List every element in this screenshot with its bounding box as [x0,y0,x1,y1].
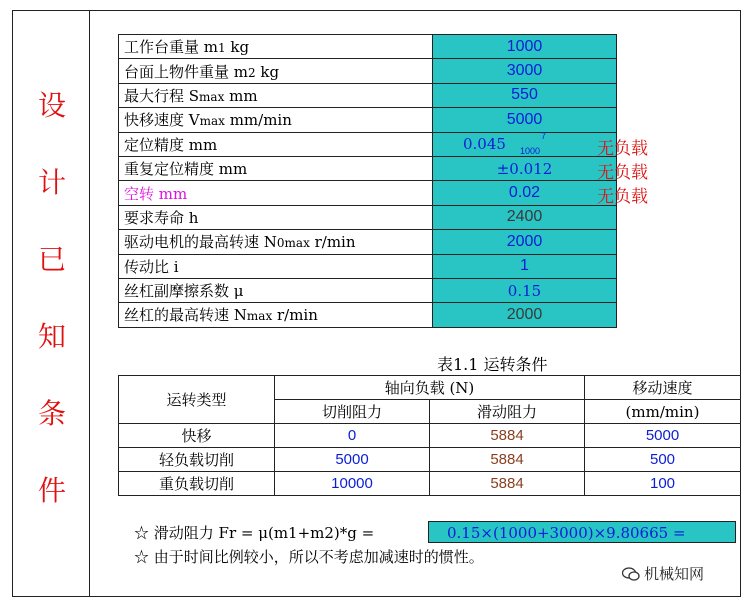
operating-conditions-table [118,375,741,496]
row-cutting: 5000 [275,448,430,472]
no-load-note: 无负载 [597,187,648,207]
param-label: 定位精度 mm [119,132,433,156]
row-cutting: 10000 [275,472,430,496]
param-row [119,205,617,229]
side-title [30,89,74,554]
param-label: 丝杠的最高转速 Nmax r/min [119,303,433,327]
row-cutting: 0 [275,424,430,448]
header-speed: 移动速度 [585,376,741,400]
param-row [119,278,617,302]
param-row [119,59,617,83]
row-speed: 5000 [585,424,741,448]
row-type: 重负载切削 [119,472,275,496]
row-speed: 500 [585,448,741,472]
header-speed-unit: (mm/min) [585,400,741,424]
no-load-note: 无负载 [597,139,648,159]
header-cutting-resistance: 切削阻力 [275,400,430,424]
param-value-cell[interactable]: 0.15 [433,278,617,302]
row-type: 轻负载切削 [119,448,275,472]
sliding-resistance-formula: ☆ 滑动阻力 Fr = μ(m1+m2)*g = [134,524,375,542]
param-row [119,156,617,180]
accuracy-fraction-denominator: 1000 [520,146,541,156]
row-speed: 100 [585,472,741,496]
param-value-cell[interactable]: 2000 [433,230,617,254]
param-value-cell[interactable]: 2000 [433,303,617,327]
header-sliding-resistance: 滑动阻力 [430,400,585,424]
table-row [119,472,741,496]
watermark-text: 机械知网 [644,565,705,583]
param-row [119,181,617,205]
param-label: 传动比 i [119,254,433,278]
param-label: 丝杠副摩擦系数 μ [119,278,433,302]
param-label: 快移速度 Vmax mm/min [119,108,433,132]
design-parameters-table [118,34,617,328]
accuracy-fraction-numerator: 7 [541,131,547,141]
header-type: 运转类型 [119,376,275,424]
side-divider [89,10,90,596]
param-row [119,254,617,278]
param-value-cell[interactable]: 0.045 [433,132,617,156]
param-row [119,83,617,107]
param-value-cell[interactable]: 3000 [433,59,617,83]
row-sliding: 5884 [430,448,585,472]
param-value-cell[interactable]: 550 [433,83,617,107]
param-row [119,303,617,327]
param-value-cell[interactable]: 5000 [433,108,617,132]
param-label: 空转 mm [119,181,433,205]
side-title-char: 已 [37,243,66,276]
row-type: 快移 [119,424,275,448]
param-label: 要求寿命 h [119,205,433,229]
param-value-cell[interactable]: 1000 [433,35,617,59]
param-value-cell[interactable]: ±0.012 [433,156,617,180]
row-sliding: 5884 [430,472,585,496]
no-load-note: 无负载 [597,163,648,183]
formula-value-cell[interactable]: 0.15×(1000+3000)×9.80665 = [428,521,736,543]
table-row [119,448,741,472]
side-title-char: 知 [37,320,66,353]
param-row [119,230,617,254]
param-label: 工作台重量 m1 kg [119,35,433,59]
table-row [119,424,741,448]
param-value-cell[interactable]: 0.02 [433,181,617,205]
wechat-icon [622,567,640,581]
watermark [622,563,704,584]
side-title-char: 件 [37,474,66,507]
param-value-cell[interactable]: 2400 [433,205,617,229]
side-title-char: 条 [37,397,66,430]
param-value-cell[interactable]: 1 [433,254,617,278]
side-title-char: 设 [37,89,66,122]
table-caption: 表1.1 运转条件 [437,355,548,374]
inertia-note: ☆ 由于时间比例较小，所以不考虑加减速时的惯性。 [134,548,484,566]
side-title-char: 计 [37,166,66,199]
param-row [119,108,617,132]
param-row [119,35,617,59]
param-label: 重复定位精度 mm [119,156,433,180]
param-label: 驱动电机的最高转速 N0max r/min [119,230,433,254]
param-label: 最大行程 Smax mm [119,83,433,107]
row-sliding: 5884 [430,424,585,448]
header-axial-load: 轴向负载 (N) [275,376,585,400]
param-label: 台面上物件重量 m2 kg [119,59,433,83]
